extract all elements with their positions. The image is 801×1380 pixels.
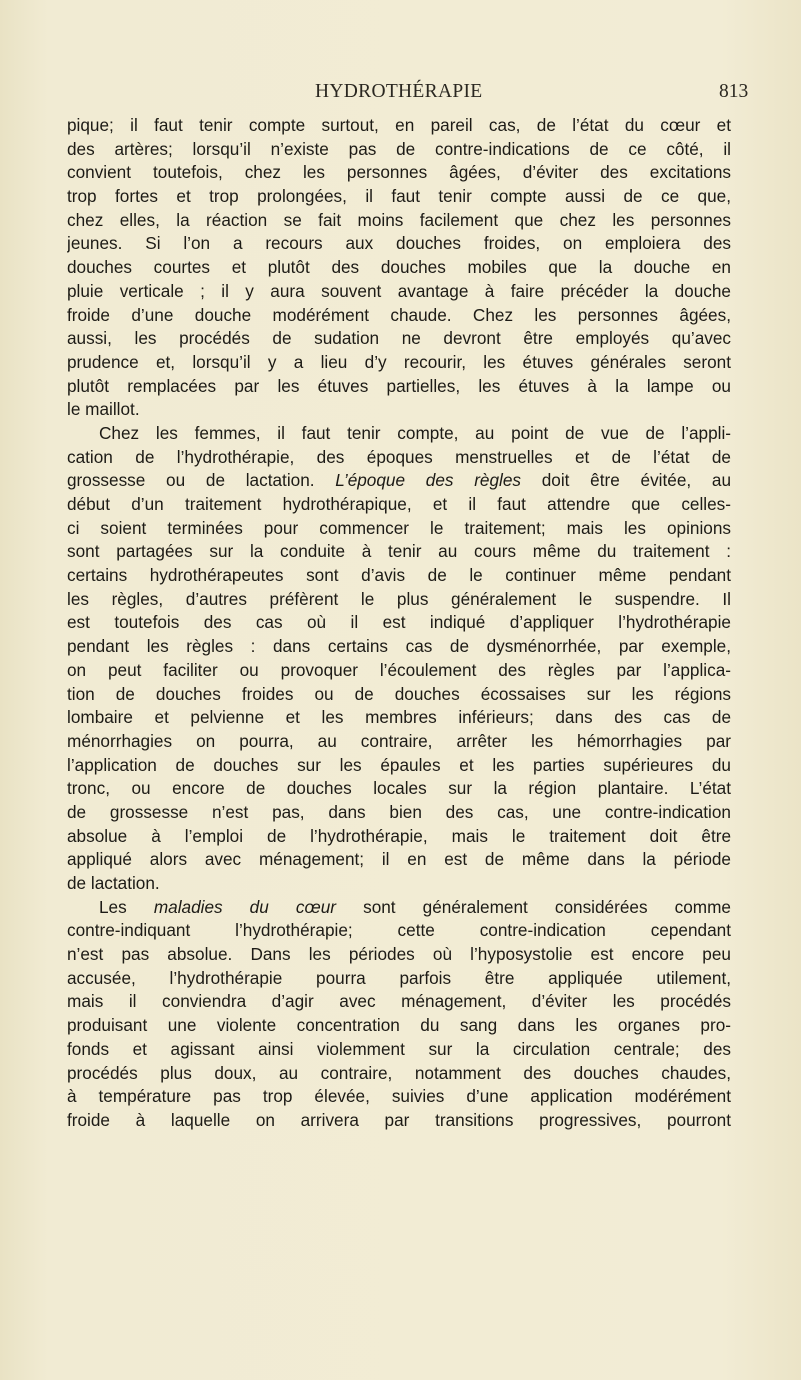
text-line: appliqué alors avec ménagement; il en est de même dans la période <box>67 849 731 870</box>
text-line: Chez les femmes, il faut tenir compte, au point de vue de l’appli- <box>99 422 731 443</box>
text-line: froide d’une douche modérément chaude. Chez les personnes âgées, <box>67 304 731 325</box>
text-line: cation de l’hydrothérapie, des époques menstruelles et de l’état de <box>67 446 731 467</box>
italic-term: L’époque des règles <box>335 470 522 491</box>
text-line: chez elles, la réaction se fait moins facilement que chez les personnes <box>67 209 731 230</box>
text-line: pique; il faut tenir compte surtout, en pareil cas, de l’état du cœur et <box>67 115 731 135</box>
italic-term: maladies du cœur <box>153 896 336 917</box>
text-line: l’application de douches sur les épaules et les parties supérieures du <box>67 754 731 775</box>
text-line: trop fortes et trop prolongées, il faut tenir compte aussi de ce que, <box>67 186 731 207</box>
text-line: procédés plus doux, au contraire, notamment des douches chaudes, <box>67 1062 731 1083</box>
text-line: prudence et, lorsqu’il y a lieu d’y recourir, les étuves générales seront <box>67 351 731 372</box>
running-title: HYDROTHÉRAPIE <box>315 81 483 102</box>
text-line: ménorrhagies on pourra, au contraire, arrêter les hémorrhagies par <box>67 730 731 751</box>
text-line: de lactation. <box>67 873 160 893</box>
text-line: accusée, l’hydrothérapie pourra parfois être appliquée utilement, <box>67 967 731 988</box>
text-line: plutôt remplacées par les étuves partielles, les étuves à la lampe ou <box>67 375 731 396</box>
text-line: pluie verticale ; il y aura souvent avantage à faire précéder la douche <box>67 280 731 301</box>
text-line: grossesse ou de lactation. L’époque des règles doit être évitée, au <box>67 470 731 491</box>
text-line: des artères; lorsqu’il n’existe pas de contre-indications de ce côté, il <box>67 138 731 159</box>
text-line: tion de douches froides ou de douches écossaises sur les régions <box>67 683 731 704</box>
text-line: froide à laquelle on arrivera par transitions progressives, pourront <box>67 1109 731 1130</box>
text-line: début d’un traitement hydrothérapique, et il faut attendre que celles- <box>67 494 731 514</box>
text-line: tronc, ou encore de douches locales sur la région plantaire. L’état <box>67 778 731 799</box>
text-line: de grossesse n’est pas, dans bien des cas, une contre-indication <box>67 801 731 822</box>
text-line: Les maladies du cœur sont généralement considérées comme <box>99 896 731 917</box>
body-text <box>67 114 731 1133</box>
text-line: douches courtes et plutôt des douches mobiles que la douche en <box>67 257 731 278</box>
text-line: fonds et agissant ainsi violemment sur la circulation centrale; des <box>67 1038 731 1059</box>
text-line: sont partagées sur la conduite à tenir au cours même du traitement : <box>67 541 731 562</box>
text-line: jeunes. Si l’on a recours aux douches froides, on emploiera des <box>67 233 731 254</box>
text-line: les règles, d’autres préfèrent le plus généralement le suspendre. Il <box>67 588 731 609</box>
text-line: absolue à l’emploi de l’hydrothérapie, mais le traitement doit être <box>67 825 731 846</box>
text-line: convient toutefois, chez les personnes âgées, d’éviter des excitations <box>67 162 731 183</box>
text-line: à température pas trop élevée, suivies d’une application modérément <box>67 1086 731 1107</box>
text-line: on peut faciliter ou provoquer l’écoulement des règles par l’applica- <box>67 659 731 680</box>
page-header <box>0 81 801 111</box>
text-line: lombaire et pelvienne et les membres inférieurs; dans des cas de <box>67 707 731 728</box>
text-line: certains hydrothérapeutes sont d’avis de le continuer même pendant <box>67 565 731 586</box>
text-line: est toutefois des cas où il est indiqué d’appliquer l’hydrothérapie <box>67 612 731 633</box>
text-line: le maillot. <box>67 399 140 420</box>
text-line: aussi, les procédés de sudation ne devront être employés qu’avec <box>67 328 731 349</box>
text-line: pendant les règles : dans certains cas de dysménorrhée, par exemple, <box>67 636 731 657</box>
text-line: contre-indiquant l’hydrothérapie; cette contre-indication cependant <box>67 920 731 941</box>
text-line: mais il conviendra d’agir avec ménagement, d’éviter les procédés <box>67 991 731 1012</box>
text-line: ci soient terminées pour commencer le traitement; mais les opinions <box>67 517 731 538</box>
page-number: 813 <box>719 81 749 102</box>
text-line: n’est pas absolue. Dans les périodes où l’hyposystolie est encore peu <box>67 944 731 965</box>
text-line: produisant une violente concentration du sang dans les organes pro- <box>67 1015 731 1036</box>
